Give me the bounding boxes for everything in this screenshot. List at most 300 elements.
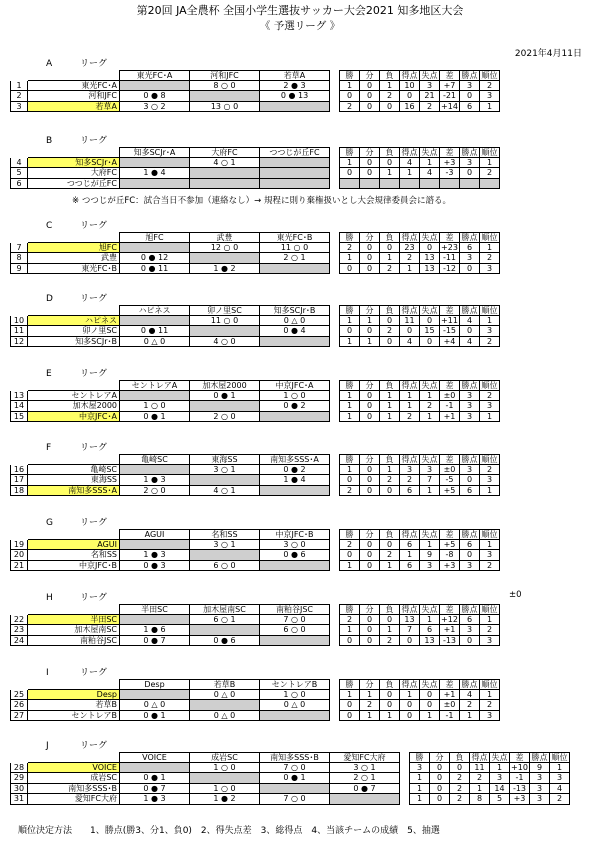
team-number: 6: [10, 179, 28, 190]
spacer: [330, 179, 340, 190]
match-result: 3 ○ 0: [260, 540, 330, 551]
stat-value: 0: [450, 763, 470, 774]
stat-value: 6: [460, 486, 480, 497]
match-result: [120, 763, 190, 774]
match-result: [260, 179, 330, 190]
stat-value: 1: [480, 615, 500, 626]
stat-header: 得点: [400, 70, 420, 81]
table-row: [10, 168, 592, 179]
stat-value: 1: [480, 486, 500, 497]
stat-value: 0: [360, 253, 380, 264]
stat-value: 2: [470, 773, 490, 784]
stat-value: 1: [340, 465, 360, 476]
column-header: 半田SC: [120, 604, 190, 615]
league-i: [10, 667, 592, 721]
stat-value: 1: [480, 690, 500, 701]
league-label: リーグ: [80, 518, 108, 528]
column-header: 亀崎SC: [120, 454, 190, 465]
column-header: 南知多SSS･B: [260, 752, 330, 763]
spacer: [330, 636, 340, 647]
stat-header: 得点: [400, 529, 420, 540]
team-name: 南粕谷JSC: [28, 636, 120, 647]
stat-value: 1: [340, 412, 360, 423]
stat-value: 5: [490, 794, 510, 805]
stat-value: 2: [340, 486, 360, 497]
stat-header: 失点: [420, 147, 440, 158]
match-result: 1 ● 3: [120, 794, 190, 805]
team-name: VOICE: [28, 763, 120, 774]
stat-header: 順位: [480, 380, 500, 391]
stat-value: 2: [450, 784, 470, 795]
stat-value: 0: [340, 636, 360, 647]
stat-header: 分: [360, 529, 380, 540]
league-letter: C: [46, 221, 53, 231]
team-name: つつじが丘FC: [28, 179, 120, 190]
match-result: [120, 391, 190, 402]
column-header: 南粕谷JSC: [260, 604, 330, 615]
team-number: 23: [10, 625, 28, 636]
team-number: 2: [10, 91, 28, 102]
team-number: 28: [10, 763, 28, 774]
match-result: [190, 401, 260, 412]
stat-value: 2: [480, 391, 500, 402]
spacer: [400, 784, 410, 795]
stat-value: 11: [400, 316, 420, 327]
team-number: 14: [10, 401, 28, 412]
stat-value: 3: [480, 550, 500, 561]
stat-value: [420, 179, 440, 190]
team-number: 20: [10, 550, 28, 561]
column-header: 東光FC･B: [260, 232, 330, 243]
team-number: 12: [10, 337, 28, 348]
stat-value: 4: [400, 158, 420, 169]
column-header: 若草B: [190, 679, 260, 690]
match-result: 1 ● 3: [120, 475, 190, 486]
match-result: 7 ○ 0: [260, 763, 330, 774]
team-name: 名和SS: [28, 550, 120, 561]
stat-header: 失点: [490, 752, 510, 763]
table-row: [10, 465, 592, 476]
match-result: [190, 91, 260, 102]
stat-value: 1: [360, 711, 380, 722]
stat-value: 3: [480, 711, 500, 722]
column-header: 東光FC･A: [120, 70, 190, 81]
stat-value: 2: [480, 168, 500, 179]
match-result: [260, 412, 330, 423]
stat-value: 1: [460, 711, 480, 722]
stat-value: 0: [360, 91, 380, 102]
match-result: 0 ● 13: [260, 91, 330, 102]
stat-value: -21: [440, 91, 460, 102]
stat-header: 負: [380, 604, 400, 615]
stat-value: 0: [460, 636, 480, 647]
match-result: [190, 253, 260, 264]
stat-header: 失点: [420, 529, 440, 540]
stat-value: 9: [530, 763, 550, 774]
corner-cell: [28, 752, 120, 763]
match-result: 0 △ 0: [260, 316, 330, 327]
team-name: 若草B: [28, 700, 120, 711]
match-result: 8 ○ 0: [190, 81, 260, 92]
match-result: [120, 316, 190, 327]
stat-value: 2: [550, 794, 570, 805]
stat-value: 3: [530, 794, 550, 805]
match-result: 3 ○ 1: [190, 465, 260, 476]
match-result: 0 ● 11: [120, 264, 190, 275]
match-result: [190, 700, 260, 711]
spacer: [330, 412, 340, 423]
stat-header: 分: [360, 305, 380, 316]
stat-value: [360, 179, 380, 190]
league-letter: B: [46, 136, 53, 146]
table-row: [10, 337, 592, 348]
match-result: 11 ○ 0: [260, 243, 330, 254]
stat-value: 2: [340, 540, 360, 551]
stat-value: +10: [510, 763, 530, 774]
stat-value: 1: [490, 763, 510, 774]
stat-value: 2: [480, 337, 500, 348]
stat-value: 0: [360, 550, 380, 561]
team-name: 半田SC: [28, 615, 120, 626]
team-number: 7: [10, 243, 28, 254]
match-result: 1 ○ 0: [260, 391, 330, 402]
spacer: [330, 615, 340, 626]
match-result: 1 ● 6: [120, 625, 190, 636]
stat-value: 3: [460, 465, 480, 476]
match-result: 4 ○ 1: [190, 158, 260, 169]
stat-value: 2: [480, 625, 500, 636]
column-header: ハピネス: [120, 305, 190, 316]
stat-value: 1: [360, 690, 380, 701]
team-number: 26: [10, 700, 28, 711]
spacer: [330, 550, 340, 561]
table-row: [10, 636, 592, 647]
stat-value: 0: [400, 91, 420, 102]
stat-value: 21: [420, 91, 440, 102]
column-header: 名和SS: [190, 529, 260, 540]
stat-value: 0: [460, 550, 480, 561]
match-result: 4 ○ 1: [190, 486, 260, 497]
table-header-row: [10, 752, 592, 763]
stat-value: 1: [340, 253, 360, 264]
team-name: 東光FC･A: [28, 81, 120, 92]
stat-value: 1: [480, 316, 500, 327]
corner-cell: [28, 70, 120, 81]
team-number: 11: [10, 326, 28, 337]
team-number: 10: [10, 316, 28, 327]
stat-value: +12: [440, 615, 460, 626]
stat-value: 1: [380, 168, 400, 179]
team-name: 卯ノ里SC: [28, 326, 120, 337]
column-header: セントレアB: [260, 679, 330, 690]
stat-header: 勝: [340, 70, 360, 81]
team-number: 16: [10, 465, 28, 476]
stat-value: 1: [380, 625, 400, 636]
stat-value: 0: [360, 615, 380, 626]
table-header-row: [10, 454, 592, 465]
stat-value: 0: [360, 486, 380, 497]
stat-header: 得点: [400, 679, 420, 690]
team-name: 若草A: [28, 102, 120, 113]
stat-value: 0: [340, 475, 360, 486]
stat-header: 順位: [480, 305, 500, 316]
match-result: 7 ○ 0: [260, 615, 330, 626]
stat-value: 3: [460, 412, 480, 423]
match-result: 1 ○ 0: [260, 690, 330, 701]
spacer: [330, 529, 340, 540]
stat-header: 勝: [340, 380, 360, 391]
table-row: [10, 690, 592, 701]
match-result: 6 ○ 1: [190, 615, 260, 626]
corner-cell: [28, 604, 120, 615]
league-letter: I: [46, 668, 49, 678]
stat-header: 勝点: [460, 232, 480, 243]
league-j: [10, 740, 592, 805]
stat-value: 1: [400, 690, 420, 701]
stat-header: 勝点: [460, 454, 480, 465]
team-name: 中京JFC･B: [28, 561, 120, 572]
match-result: 3 ○ 2: [120, 102, 190, 113]
stat-value: 1: [380, 561, 400, 572]
stat-header: 失点: [420, 604, 440, 615]
stat-value: 0: [380, 316, 400, 327]
stat-value: 0: [430, 773, 450, 784]
stat-header: 順位: [480, 679, 500, 690]
match-result: 0 ● 7: [120, 784, 190, 795]
stat-value: 3: [480, 91, 500, 102]
stat-header: 失点: [420, 454, 440, 465]
match-result: [120, 615, 190, 626]
stat-value: 3: [480, 326, 500, 337]
match-result: 0 ● 12: [120, 253, 190, 264]
match-result: [260, 784, 330, 795]
stat-value: 3: [410, 763, 430, 774]
corner-cell: [10, 305, 28, 316]
stat-value: 0: [380, 337, 400, 348]
stat-value: 13: [400, 615, 420, 626]
stat-header: 得点: [400, 604, 420, 615]
stat-value: +1: [440, 625, 460, 636]
league-label: リーグ: [80, 668, 108, 678]
stat-value: 2: [340, 615, 360, 626]
stat-header: 順位: [480, 232, 500, 243]
stat-value: 3: [460, 81, 480, 92]
table-row: [10, 412, 592, 423]
team-name: 南知多SSS･A: [28, 486, 120, 497]
table-row: [10, 102, 592, 113]
stat-value: -5: [440, 475, 460, 486]
stat-value: 0: [400, 636, 420, 647]
column-header: 河和JFC: [190, 70, 260, 81]
stat-header: 負: [450, 752, 470, 763]
stat-header: 分: [360, 604, 380, 615]
column-header: 加木屋2000: [190, 380, 260, 391]
stat-value: 3: [480, 636, 500, 647]
spacer: [330, 625, 340, 636]
stat-value: 1: [340, 337, 360, 348]
stat-value: 3: [480, 264, 500, 275]
table-row: [10, 243, 592, 254]
table-row: [10, 179, 592, 190]
stat-value: 0: [360, 465, 380, 476]
corner-cell: [10, 604, 28, 615]
table-row: [10, 550, 592, 561]
stat-value: +7: [440, 81, 460, 92]
team-name: 東海SS: [28, 475, 120, 486]
team-name: 亀崎SC: [28, 465, 120, 476]
table-header-row: [10, 679, 592, 690]
stat-value: 13: [420, 253, 440, 264]
stat-header: 順位: [480, 604, 500, 615]
stat-value: +3: [510, 794, 530, 805]
stat-value: 1: [400, 550, 420, 561]
stat-value: +11: [440, 316, 460, 327]
match-result: 0 △ 0: [120, 337, 190, 348]
team-number: 31: [10, 794, 28, 805]
stat-header: 得点: [400, 380, 420, 391]
team-number: 15: [10, 412, 28, 423]
spacer: [330, 168, 340, 179]
stat-value: 3: [460, 253, 480, 264]
stat-value: -1: [440, 401, 460, 412]
spacer: [330, 147, 340, 158]
league-letter: G: [46, 518, 53, 528]
stat-value: 1: [400, 168, 420, 179]
stat-header: 分: [360, 232, 380, 243]
stat-value: [480, 179, 500, 190]
match-result: 2 ○ 0: [120, 486, 190, 497]
league-title: [10, 517, 592, 529]
match-result: [120, 465, 190, 476]
stat-value: 0: [340, 326, 360, 337]
team-number: 24: [10, 636, 28, 647]
match-result: 2 ○ 1: [260, 253, 330, 264]
stat-value: 4: [550, 784, 570, 795]
stat-value: -15: [440, 326, 460, 337]
stat-value: 1: [340, 561, 360, 572]
team-name: 大府FC: [28, 168, 120, 179]
stat-value: 2: [450, 794, 470, 805]
match-result: 0 ● 6: [260, 550, 330, 561]
stat-value: 2: [360, 700, 380, 711]
stat-value: 0: [400, 700, 420, 711]
stat-header: 得点: [470, 752, 490, 763]
league-label: リーグ: [80, 741, 108, 751]
match-result: [330, 794, 400, 805]
stat-header: 勝点: [460, 147, 480, 158]
stat-value: 0: [380, 540, 400, 551]
league-g: [10, 517, 592, 571]
stat-value: -1: [510, 773, 530, 784]
team-number: 4: [10, 158, 28, 169]
match-result: 0 ● 8: [120, 91, 190, 102]
stat-value: 2: [480, 561, 500, 572]
stat-value: 0: [360, 158, 380, 169]
stat-header: 分: [360, 70, 380, 81]
team-number: 27: [10, 711, 28, 722]
stat-value: [440, 179, 460, 190]
ranking-rules: 順位決定方法 1、勝点(勝3、分1、負0) 2、得失点差 3、総得点 4、当該チームの成績 5、抽選: [18, 826, 440, 836]
corner-cell: [10, 380, 28, 391]
stat-value: 8: [470, 794, 490, 805]
stat-value: 15: [420, 326, 440, 337]
league-letter: H: [46, 593, 53, 603]
stat-value: 0: [460, 168, 480, 179]
stat-value: 4: [420, 168, 440, 179]
match-result: [120, 158, 190, 169]
league-b-note: ※ つつじが丘FC：試合当日不参加（連絡なし）→ 規程に則り棄権扱いとし大会規律委員会に諮る。: [72, 196, 451, 206]
spacer: [330, 316, 340, 327]
match-result: 0 ● 1: [120, 773, 190, 784]
stat-header: 負: [380, 232, 400, 243]
stat-value: 0: [360, 243, 380, 254]
league-label: リーグ: [80, 59, 108, 69]
stat-header: 順位: [480, 529, 500, 540]
stat-value: 1: [380, 253, 400, 264]
stat-value: 3: [460, 391, 480, 402]
stat-value: 0: [360, 540, 380, 551]
spacer: [330, 465, 340, 476]
table-row: [10, 763, 592, 774]
stat-value: 1: [380, 81, 400, 92]
team-number: 25: [10, 690, 28, 701]
match-result: 3 ○ 1: [330, 763, 400, 774]
stat-value: +3: [440, 561, 460, 572]
spacer: [330, 102, 340, 113]
stat-value: 1: [420, 158, 440, 169]
stat-header: 分: [360, 454, 380, 465]
league-label: リーグ: [80, 294, 108, 304]
stat-header: 勝: [340, 679, 360, 690]
stat-value: 3: [460, 561, 480, 572]
spacer: [330, 711, 340, 722]
corner-cell: [10, 679, 28, 690]
match-result: 0 ● 2: [260, 465, 330, 476]
team-number: 1: [10, 81, 28, 92]
league-h-extra: ±0: [509, 590, 522, 600]
match-result: 1 ○ 0: [120, 401, 190, 412]
stat-value: ±0: [440, 700, 460, 711]
spacer: [330, 305, 340, 316]
stat-header: 負: [380, 454, 400, 465]
stat-value: 2: [400, 475, 420, 486]
stat-header: 負: [380, 305, 400, 316]
stat-value: 0: [340, 700, 360, 711]
stat-value: 1: [420, 391, 440, 402]
spacer: [330, 243, 340, 254]
table-header-row: [10, 604, 592, 615]
stat-header: 差: [440, 305, 460, 316]
match-result: [190, 625, 260, 636]
stat-value: 0: [380, 700, 400, 711]
corner-cell: [10, 147, 28, 158]
stat-header: 得点: [400, 454, 420, 465]
column-header: 大府FC: [190, 147, 260, 158]
match-result: 2 ○ 1: [330, 773, 400, 784]
stat-value: 0: [360, 326, 380, 337]
match-result: 7 ○ 0: [260, 794, 330, 805]
stat-value: 2: [480, 700, 500, 711]
stat-value: 14: [490, 784, 510, 795]
stat-value: 2: [380, 636, 400, 647]
match-result: 0 ● 1: [120, 412, 190, 423]
match-result: 0 ● 6: [190, 636, 260, 647]
table-row: [10, 401, 592, 412]
table-row: [10, 316, 592, 327]
stat-value: 10: [400, 81, 420, 92]
stat-value: 3: [530, 773, 550, 784]
column-header: 卯ノ里SC: [190, 305, 260, 316]
